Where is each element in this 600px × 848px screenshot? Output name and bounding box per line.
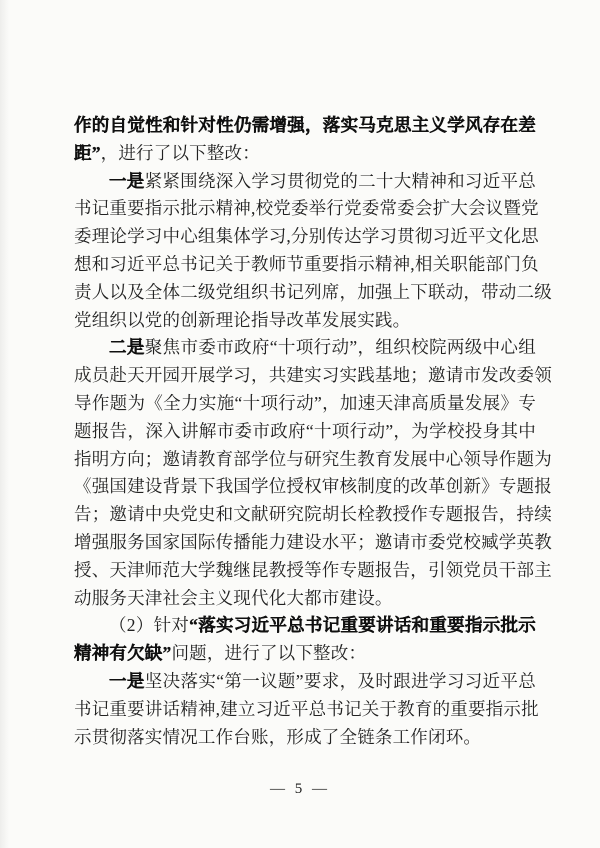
scan-edge-shadow xyxy=(0,0,9,848)
text-line xyxy=(74,668,536,696)
document-body xyxy=(74,112,552,751)
text-segment: 导作题为《全力实施“十项行动”，加速天津高质量发展》专 xyxy=(74,392,536,413)
text-line xyxy=(74,140,536,168)
bold-text-segment: 一是 xyxy=(109,170,145,191)
text-segment: 坚决落实“第一议题”要求，及时跟进学习习近平总 xyxy=(144,670,536,691)
text-line xyxy=(74,696,539,724)
bold-text-segment: 作的自觉性和针对性仍需增强，落实马克思主义学风存在差 xyxy=(74,115,536,135)
text-line xyxy=(74,390,536,418)
bold-text-segment: 精神有欠缺” xyxy=(74,643,172,664)
bold-text-segment: 一是 xyxy=(109,670,145,691)
text-line xyxy=(74,251,539,279)
text-segment: 想和习近平总书记关于教师节重要指示精神,相关职能部门负 xyxy=(74,253,539,274)
text-line xyxy=(74,640,536,668)
text-segment: 紧紧围绕深入学习贯彻党的二十大精神和习近平总 xyxy=(144,170,536,191)
bold-text-segment: 二是 xyxy=(109,337,145,358)
text-line xyxy=(74,557,552,585)
text-segment: 书记重要指示批示精神,校党委举行党委常委会扩大会议暨党 xyxy=(74,198,539,219)
text-line xyxy=(74,279,552,307)
text-line xyxy=(74,362,552,390)
text-segment: ，进行了以下整改： xyxy=(100,142,260,163)
text-segment: 题报告，深入讲解市委市政府“十项行动”，为学校投身其中 xyxy=(74,420,536,441)
text-segment: 问题，进行了以下整改： xyxy=(171,643,367,664)
text-line xyxy=(74,307,536,335)
bold-text-segment: “落实习近平总书记重要讲话和重要指示批示 xyxy=(189,615,537,636)
text-line xyxy=(74,501,552,529)
text-line xyxy=(74,473,552,501)
text-line xyxy=(74,418,536,446)
text-segment: 示贯彻落实情况工作台账，形成了全链条工作闭环。 xyxy=(74,726,482,747)
text-segment: 责人以及全体二级党组织书记列席，加强上下联动，带动二级 xyxy=(74,281,552,302)
text-segment: 指明方向；邀请教育部学位与研究生教育发展中心领导作题为 xyxy=(74,448,552,469)
text-segment: 授、天津师范大学魏继昆教授等作专题报告，引领党员干部主 xyxy=(74,559,552,580)
text-line xyxy=(74,112,536,140)
text-line xyxy=(74,529,552,557)
text-segment: （2）针对 xyxy=(109,615,190,636)
text-line xyxy=(74,334,536,362)
text-line xyxy=(74,724,536,752)
text-segment: 《强国建设背景下我国学位授权审核制度的改革创新》专题报 xyxy=(74,476,552,497)
text-segment: 书记重要讲话精神,建立习近平总书记关于教育的重要指示批 xyxy=(74,698,539,719)
text-segment: 委理论学习中心组集体学习,分别传达学习贯彻习近平文化思 xyxy=(74,226,539,247)
text-segment: 动服务天津社会主义现代化大都市建设。 xyxy=(74,587,393,608)
text-line xyxy=(74,612,536,640)
text-segment: 聚焦市委市政府“十项行动”，组织校院两级中心组 xyxy=(144,337,536,358)
text-segment: 告；邀请中央党史和文献研究院胡长栓教授作专题报告，持续 xyxy=(74,504,552,525)
page-number: — 5 — xyxy=(270,781,330,797)
text-segment: 成员赴天开园开展学习，共建实习实践基地；邀请市发改委领 xyxy=(74,365,552,386)
text-line xyxy=(74,223,539,251)
text-line xyxy=(74,446,552,474)
bold-text-segment: 距” xyxy=(74,142,101,163)
text-line xyxy=(74,585,536,613)
text-segment: 党组织以党的创新理论指导改革发展实践。 xyxy=(74,309,411,330)
text-line xyxy=(74,168,536,196)
text-line xyxy=(74,195,539,223)
text-segment: 增强服务国家国际传播能力建设水平；邀请市委党校臧学英教 xyxy=(74,531,552,552)
